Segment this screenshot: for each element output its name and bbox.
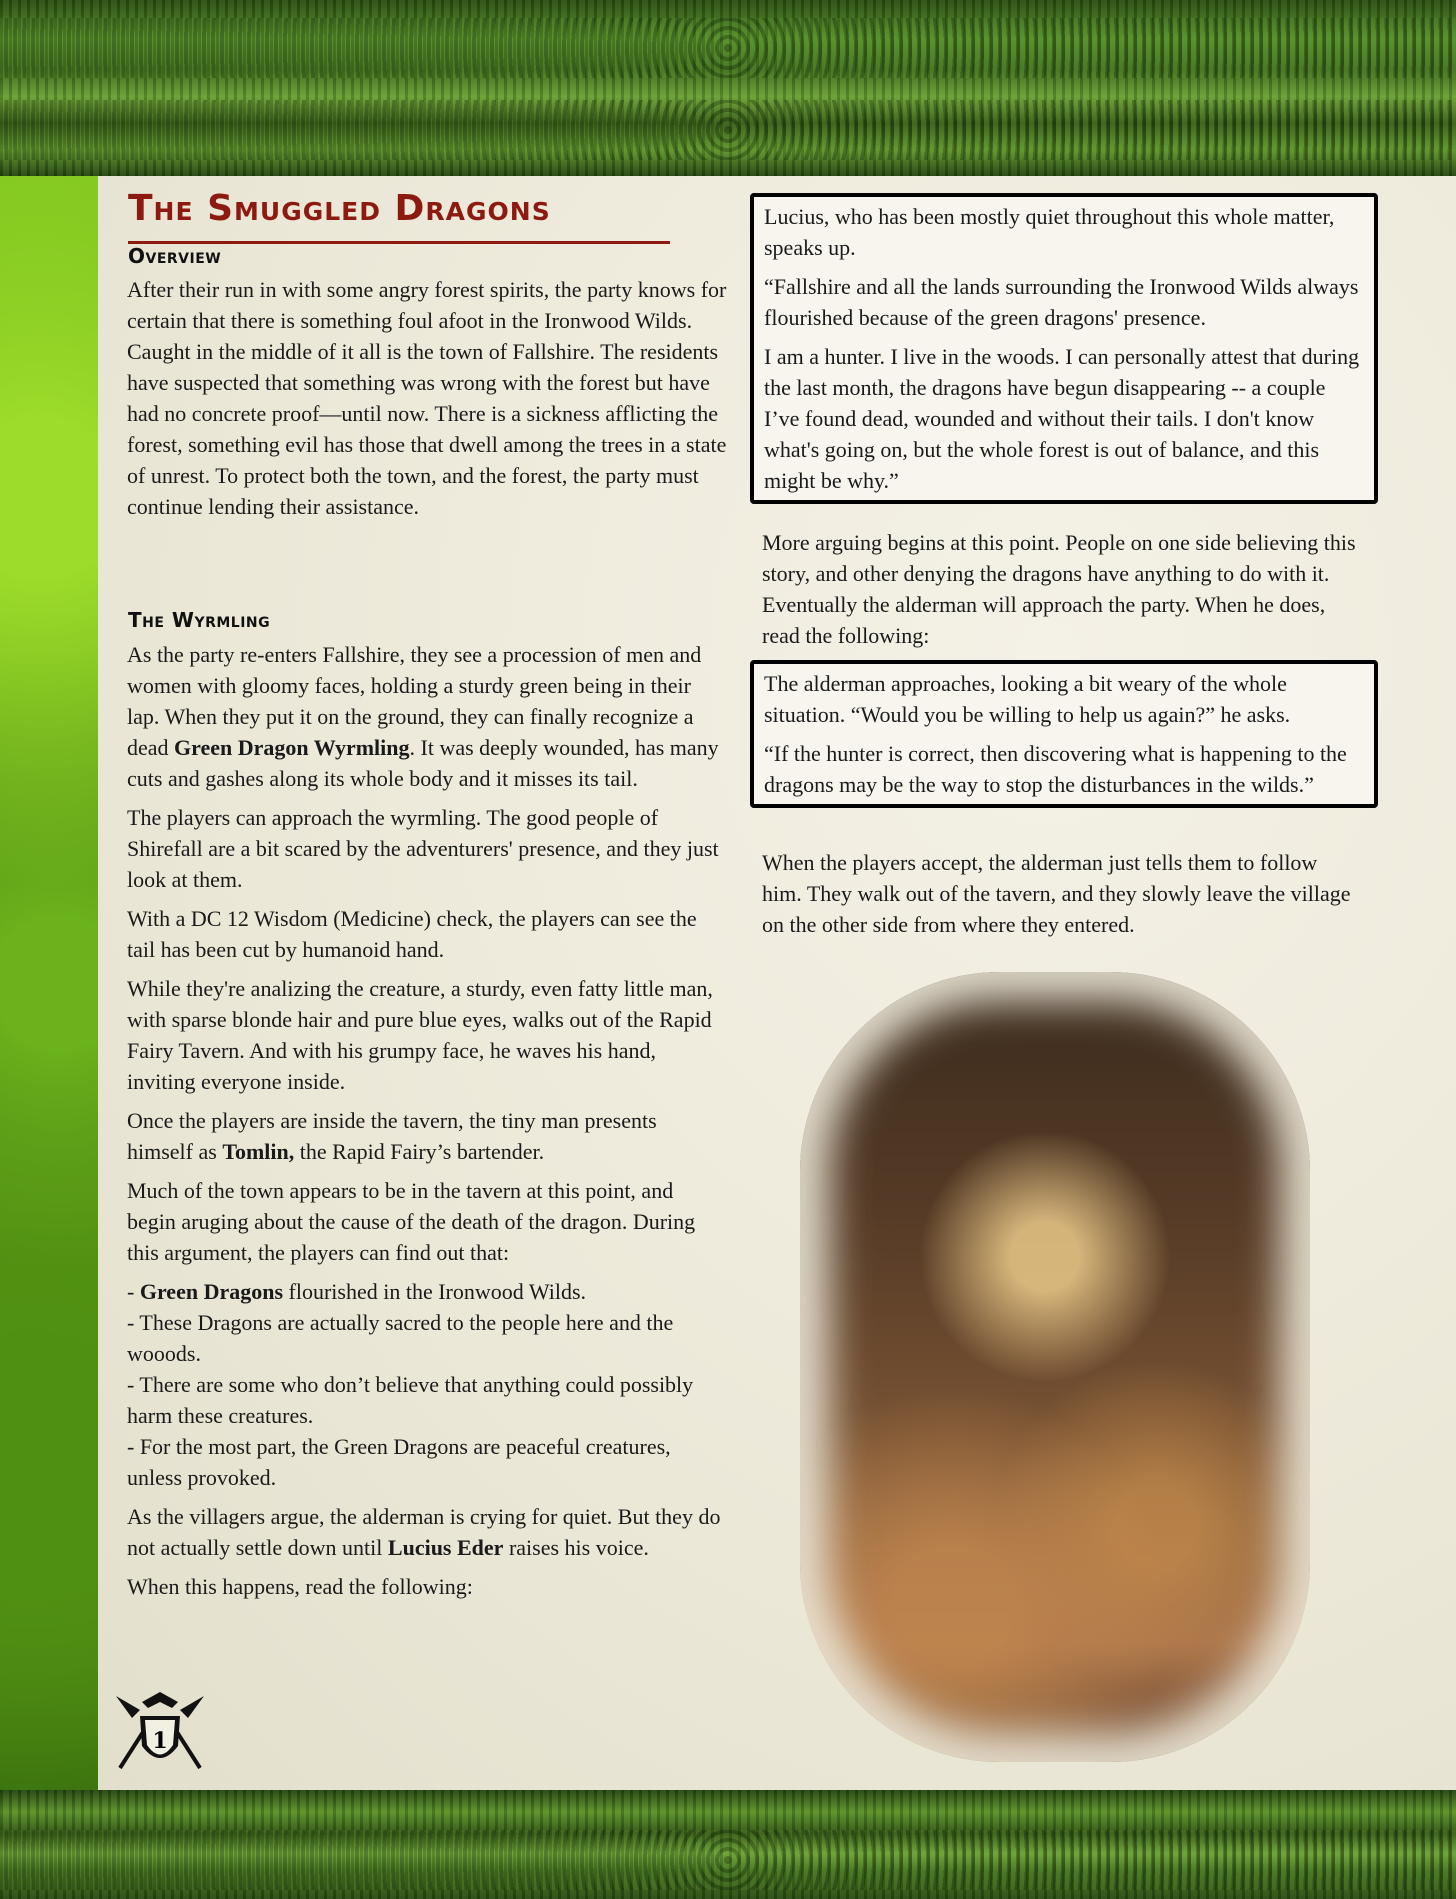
right-paragraph: More arguing begins at this point. People on one side believing this story, and other denying the dragons have anything to do with it. Eventually the alderman will approach the party. When he does, read the following: bbox=[762, 530, 1356, 648]
box-paragraph: The alderman approaches, looking a bit weary of the whole situation. “Would you be willing to help us again?” he asks. bbox=[764, 671, 1291, 727]
box-paragraph: Lucius, who has been mostly quiet throughout this whole matter, speaks up. bbox=[764, 204, 1335, 260]
wyrmling-paragraph bbox=[127, 1501, 727, 1563]
emphasis: Lucius Eder bbox=[387, 1535, 504, 1560]
right-paragraph: When the players accept, the alderman just tells them to follow him. They walk out of the tavern, and they slowly leave the village on the other side from where they entered. bbox=[762, 850, 1351, 937]
overview-section bbox=[127, 274, 727, 530]
page-title: The Smuggled Dragons bbox=[128, 188, 551, 229]
text-span: raises his voice. bbox=[503, 1535, 649, 1560]
wyrmling-paragraph: The players can approach the wyrmling. The good people of Shirefall are a bit scared by the adventurers' presence, and they just look at them. bbox=[127, 805, 719, 892]
overview-heading: Overview bbox=[128, 244, 222, 268]
page-badge bbox=[112, 1688, 208, 1778]
box-paragraph: “Fallshire and all the lands surrounding the Ironwood Wilds always flourished because of the green dragons' presence. bbox=[764, 274, 1359, 330]
text-span: Once the players are inside the tavern, the tiny man presents himself as bbox=[127, 1108, 657, 1164]
text-span: the Rapid Fairy’s bartender. bbox=[294, 1139, 545, 1164]
wyrmling-paragraph: While they're analizing the creature, a sturdy, even fatty little man, with sparse blonde hair and pure blue eyes, walks out of the Rapid Fairy Tavern. And with his grumpy face, he waves his hand, inviting everyone inside. bbox=[127, 976, 713, 1094]
text-span: As the party re-enters Fallshire, they see a procession of men and women with gloomy faces, holding a sturdy green being in their lap. When they put it on the ground, they can finally recognize a dead bbox=[127, 642, 702, 760]
left-border bbox=[0, 176, 98, 1790]
page-number: 1 bbox=[152, 1728, 168, 1754]
top-border bbox=[0, 0, 1456, 176]
read-aloud-box-lucius bbox=[750, 193, 1378, 504]
list-item: - There are some who don’t believe that anything could possibly harm these creatures. bbox=[127, 1372, 694, 1428]
text-span: flourished in the Ironwood Wilds. bbox=[283, 1279, 587, 1304]
wyrmling-paragraph bbox=[127, 639, 727, 794]
findings-list bbox=[127, 1276, 727, 1493]
wyrmling-paragraph: When this happens, read the following: bbox=[127, 1574, 473, 1599]
read-aloud-box-alderman bbox=[750, 660, 1378, 808]
list-item: - These Dragons are actually sacred to the people here and the wooods. bbox=[127, 1310, 674, 1366]
wyrmling-paragraph: Much of the town appears to be in the tavern at this point, and begin aruging about the cause of the death of the dragon. During this argument, the players can find out that: bbox=[127, 1178, 696, 1265]
wyrmling-paragraph bbox=[127, 1105, 727, 1167]
overview-text: After their run in with some angry forest spirits, the party knows for certain that there is something foul afoot in the Ironwood Wilds. Caught in the middle of it all is the town of Fallshire. The residents have suspected that something was wrong with the forest but have had no concrete proof—until now. There is a sickness afflicting the forest, something evil has those that dwell among the trees in a state of unrest. To protect both the town, and the forest, the party must continue lending their assistance. bbox=[127, 277, 727, 519]
emphasis: Green Dragons bbox=[139, 1279, 284, 1304]
list-item: - For the most part, the Green Dragons are peaceful creatures, unless provoked. bbox=[127, 1434, 671, 1490]
knot-pattern bbox=[0, 100, 1456, 160]
tavern-illustration bbox=[800, 972, 1310, 1762]
wyrmling-paragraph: With a DC 12 Wisdom (Medicine) check, the players can see the tail has been cut by humanoid hand. bbox=[127, 906, 697, 962]
list-item bbox=[127, 1276, 727, 1307]
text-span: . It was deeply wounded, has many cuts and gashes along its whole body and it misses its tail. bbox=[127, 735, 719, 791]
knot-pattern bbox=[0, 1830, 1456, 1890]
wyrmling-heading: The Wyrmling bbox=[128, 608, 271, 632]
text-span: - bbox=[127, 1279, 140, 1304]
right-text-2 bbox=[762, 847, 1362, 948]
emphasis: Tomlin, bbox=[222, 1139, 295, 1164]
right-text-1 bbox=[762, 527, 1362, 659]
box-paragraph: “If the hunter is correct, then discovering what is happening to the dragons may be the way to stop the disturbances in the wilds.” bbox=[764, 741, 1347, 797]
wyrmling-section bbox=[127, 639, 727, 1610]
text-span: As the villagers argue, the alderman is crying for quiet. But they do not actually settle down until bbox=[127, 1504, 721, 1560]
emphasis: Green Dragon Wyrmling bbox=[174, 735, 410, 760]
knot-pattern bbox=[0, 18, 1456, 78]
bottom-border bbox=[0, 1790, 1456, 1899]
box-paragraph: I am a hunter. I live in the woods. I can personally attest that during the last month, the dragons have begun disappearing -- a couple I’ve found dead, wounded and without their tails. I don't know what's going on, but the whole forest is out of balance, and this might be why.” bbox=[764, 344, 1360, 493]
